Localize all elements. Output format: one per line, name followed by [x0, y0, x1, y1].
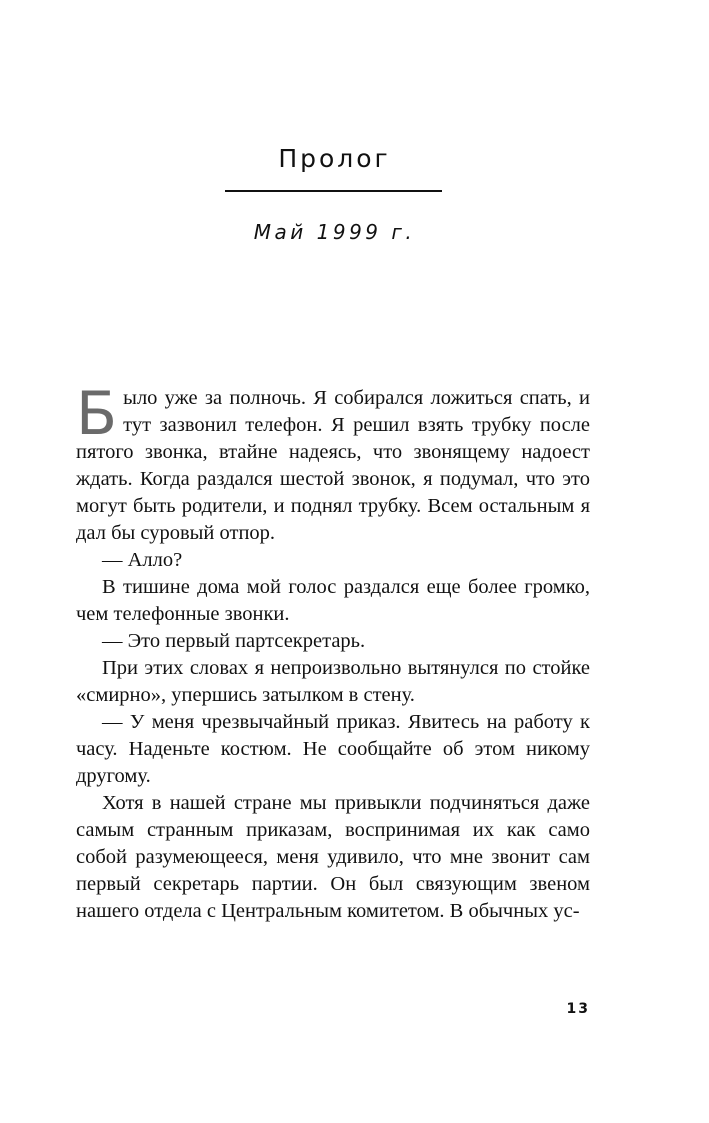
body-text: [76, 379, 590, 925]
paragraph: Хотя в нашей стране мы привыкли подчиняться даже самым странным приказам, воспринимая их как само собой разумеющееся, меня удивило, что мне звонит сам первый секретарь партии. Он был связующим звеном нашего отдела с Центральным комитетом. В обычных ус-: [76, 792, 590, 922]
paragraph: — Алло?: [102, 549, 183, 571]
drop-cap: Б: [76, 379, 118, 449]
paragraph: [76, 379, 590, 547]
paragraph: — У меня чрезвычайный приказ. Явитесь на работу к часу. Наденьте костюм. Не сообщайте об этом никому другому.: [76, 711, 590, 787]
paragraph: В тишине дома мой голос раздался еще более громко, чем телефонные звонки.: [76, 576, 590, 625]
paragraph-text: ыло уже за полночь. Я собирался ложиться спать, и тут зазвонил телефон. Я решил взять трубку после пятого звонка, втайне надеясь, что звонящему надоест ждать. Когда раздался шестой звонок, я подумал, что это могут быть родители, и поднял трубку. Всем остальным я дал бы суровый отпор.: [76, 387, 590, 544]
paragraph: — Это первый партсекретарь.: [102, 630, 366, 652]
chapter-title: Пролог: [278, 144, 391, 173]
page-number: 13: [566, 1001, 590, 1017]
title-divider: [225, 190, 442, 192]
paragraph: При этих словах я непроизвольно вытянулся по стойке «смирно», упершись затылком в стену.: [76, 657, 590, 706]
chapter-date: Май 1999 г.: [253, 220, 416, 244]
